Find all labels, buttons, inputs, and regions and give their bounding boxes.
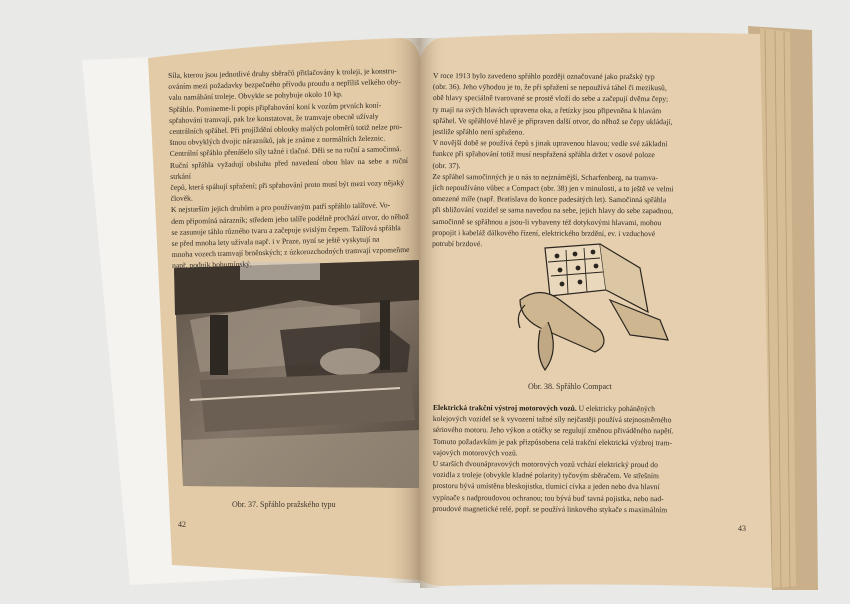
text-line: při sbližování vozidel se sama navedou na sebe, jejich hlavy do sebe zapadnou,: [432, 205, 674, 216]
right-page-text-top: [432, 70, 745, 257]
text-line: propojit i kabeláž dálkového řízení, elektrického brzdění, ev. i vzduchové: [432, 227, 656, 239]
text-line: V novější době se používá čepů s jinak upravenou hlavou; vedle své základní: [432, 138, 668, 149]
text-line: spřahováni tramvají, pak lze konstatovat, že tramvaje obecně užívaly: [168, 111, 379, 125]
text-line: Centrální spřáhlo přenášelo síly tažné i tlačné. Děli se na ruční a samočinná.: [169, 144, 402, 159]
figure-caption: Obr. 38. Spřáhlo Compact: [528, 382, 612, 391]
text-line: jestliže spřáhlo není spřaženo.: [432, 127, 525, 137]
page-number-right: 43: [738, 524, 746, 533]
right-page-text-bottom: [432, 402, 745, 524]
text-line: vypínače s nadproudovou ochranou; tou bývá buď tavná pojistka, nebo nad-: [432, 492, 664, 503]
text-line: (obr. 36). Jeho výhodou je to, že při spřažení se nepoužívá táhel či mezikusů,: [432, 82, 667, 93]
text-line: vozidla z troleje (obvykle kladné polarity) tyčovým sběračem. Ve střešním: [432, 470, 659, 481]
text-line: omezené míře (např. Bratislava do konce padesátých let). Samočinná spřáhla: [432, 194, 667, 205]
text-line: obě hlavy speciálně tvarované se prostě vloží do sebe a začepují dvěma čepy;: [432, 93, 669, 104]
text-line: ováním mezi požadavky bezpečného přívodu proudu a nepříliš velkého oby-: [168, 77, 401, 92]
text-line: samočinně se spřáhnou a jsou-li vybaveny též dotykovými hlavami, mohou: [432, 216, 662, 227]
text-line: se před mnoha lety užívala např. i v Praze, nyní se ještě vyskytují na: [171, 234, 380, 249]
text-line: Spřáhlo. Pomineme-li popis připřahování koní k vozům prvních koní-: [168, 100, 382, 114]
text-line: K nejstarším jejich druhům a pro používaným patří spřáhlo talířové. Vo-: [170, 200, 391, 215]
section-heading: Elektrická trakční výstroj motorových vozů.: [432, 403, 577, 413]
text-line: štnou obvyklých dvojic nárazníků, jak je známe z normálních železnic.: [169, 133, 386, 148]
text-line: Ze spřáhel samočinných je u nás to nejznámější, Scharfenberg, na tramva-: [432, 171, 658, 183]
text-line: sériového motoru. Jeho výkon a otáčky se regulují změnou přiváděného napětí.: [432, 425, 674, 436]
text-line: jích nepoužíváno vůbec a Compact (obr. 38) jen v minulosti, a to ještě ve velmi: [432, 183, 674, 194]
text-line: např. podnik bohumínský.: [172, 259, 252, 270]
text-line: spřáhel. Ve spřáhlové hlavě je připraven další otvor, do něhož se čepy ukládají,: [432, 115, 673, 127]
text-line: Ruční spřáhla vyžadují obsluhu před navedení obou hlav na sebe a ruční strkání: [169, 155, 409, 181]
text-line: mnoha vozech tramvají brněnských; z úzkorozchodných tramvají vzpomeňme: [171, 245, 410, 260]
text-line: Síla, kterou jsou jednotlivé druhy sběračů přitlačovány k troleji, je konstru-: [168, 66, 397, 80]
heading-rest: U elektricky poháněných: [576, 403, 656, 414]
text-line: kolejových vozidel se k vyvození tažné síly nejčastěji používá stejnosměrného: [432, 414, 672, 425]
text-line: vajových motorových vozů.: [432, 447, 518, 458]
text-line: (obr. 37).: [432, 160, 461, 170]
text-line: ty mají na svých hlavách upravena oka, a řetízky jsou připevněna k hlavám: [432, 104, 662, 115]
text-line: čepů, která spáhují spřažení; při spřahování proto musí být mezi vozy nějaký: [170, 178, 405, 193]
text-line: U starších dvounápravových motorových vozů vchází elektrický proud do: [432, 459, 658, 470]
text-line: potrubí brzdové.: [432, 239, 483, 249]
text-line: valu namáhání troleje. Obvykle se pohybuje okolo 10 kp.: [168, 89, 343, 103]
text-line: prostoru bývá umístěna bleskojistka, tlumicí cívka a jeden nebo dva hlavní: [432, 481, 660, 492]
photo-caption: Obr. 37. Spřáhlo pražského typu: [232, 500, 336, 509]
text-line: V roce 1913 bylo zavedeno spřáhlo později označované jako pražský typ: [432, 70, 655, 82]
text-line: dem připomíná nárazník; středem jeho talíře podélně prochází otvor, do něhož: [171, 211, 409, 226]
text-line: se zasunuje táhlo různého tvaru a začepuje svislým čepem. Talířová spřáhla: [171, 223, 401, 237]
page-number-left: 42: [178, 520, 186, 529]
text-line: proudové magnetické relé, popř. se používá linkového stykače s maximálním: [432, 503, 668, 515]
left-page-text: [168, 65, 410, 270]
text-line: funkce při spřahování totiž musí nespřažená spřáhla držet v osové poloze: [432, 149, 655, 160]
text-line: Tomuto požadavkům je pak přizpůsobena celá trakční elektrická výzbroj tram-: [432, 436, 673, 447]
text-line: centrálních spřáhel. Při projíždění oblouky malých poloměrů totiž nelze pro-: [169, 122, 403, 137]
text-line: člověk.: [170, 193, 193, 204]
coupling-photo: [174, 260, 419, 488]
